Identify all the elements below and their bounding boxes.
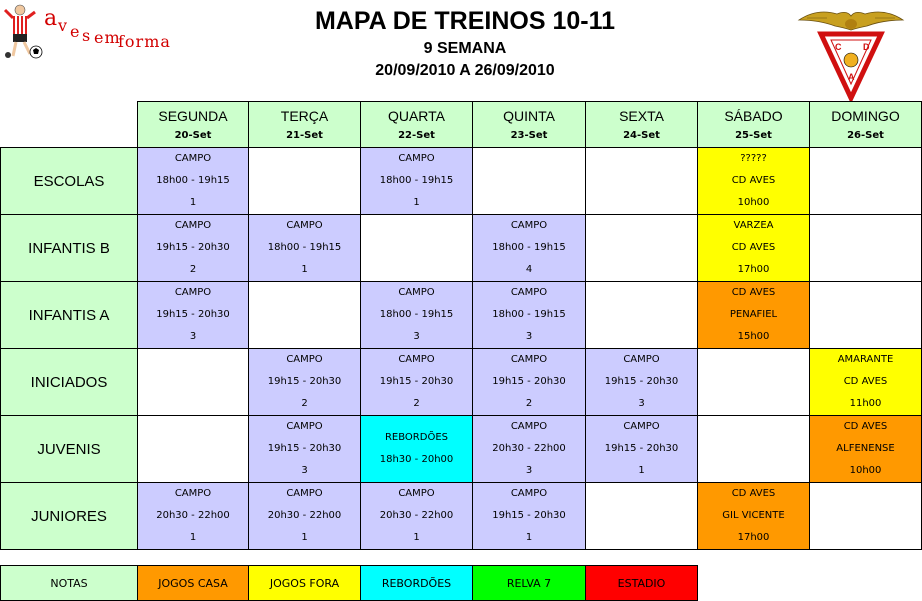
team-name: INFANTIS A [1, 282, 138, 349]
slot-detail: 15h00 [737, 331, 770, 342]
logo-word: forma [118, 32, 171, 51]
slot-time: 18h00 - 19h15 [379, 309, 454, 320]
slot-detail: 2 [413, 398, 420, 409]
training-slot [249, 349, 361, 416]
slot-location: CD AVES [731, 287, 776, 298]
slot-location: CD AVES [843, 421, 888, 432]
training-slot [361, 349, 473, 416]
slot-detail: 4 [525, 264, 533, 275]
header [230, 0, 700, 82]
team-row [1, 148, 922, 215]
day-date: 26-Set [847, 129, 884, 141]
logo-letter: e [70, 22, 81, 41]
slot-location: CAMPO [398, 354, 435, 365]
legend-fora: JOGOS FORA [249, 566, 361, 601]
day-date: 23-Set [510, 129, 548, 141]
slot-location: AMARANTE [837, 354, 894, 365]
slot-detail: 3 [413, 331, 420, 342]
day-header [810, 102, 922, 148]
slot-time: 19h15 - 20h30 [156, 309, 230, 320]
day-name: SEGUNDA [158, 107, 228, 124]
training-slot [138, 215, 249, 282]
empty-slot [586, 148, 698, 215]
slot-location: CD AVES [731, 488, 776, 499]
empty-slot [698, 416, 810, 483]
empty-slot [361, 215, 473, 282]
slot-location: CAMPO [510, 488, 548, 499]
empty-slot [138, 349, 249, 416]
training-slot [249, 215, 361, 282]
slot-location: CAMPO [286, 354, 323, 365]
day-header [361, 102, 473, 148]
training-slot [138, 282, 249, 349]
crest-letter: D [863, 42, 870, 52]
training-slot [138, 148, 249, 215]
slot-location: CAMPO [174, 488, 212, 499]
slot-location: CAMPO [510, 421, 548, 432]
crest-letter: A [848, 72, 855, 82]
training-slot [473, 483, 586, 550]
team-name: JUVENIS [1, 416, 138, 483]
slot-time: 18h00 - 19h15 [156, 175, 230, 186]
week-label: 9 SEMANA [423, 40, 507, 57]
training-slot [810, 416, 922, 483]
slot-detail: 17h00 [737, 532, 770, 543]
slot-time: CD AVES [731, 242, 776, 253]
day-header [698, 102, 810, 148]
slot-detail: 1 [301, 264, 308, 275]
training-slot [473, 282, 586, 349]
training-slot [473, 215, 586, 282]
day-name: DOMINGO [831, 107, 900, 124]
day-name: QUARTA [387, 107, 446, 124]
empty-slot [473, 148, 586, 215]
legend-casa: JOGOS CASA [138, 566, 249, 601]
day-date: 24-Set [623, 129, 660, 141]
slot-location: CAMPO [174, 287, 212, 298]
empty-slot [249, 148, 361, 215]
slot-detail: 1 [189, 197, 197, 208]
slot-location: CAMPO [286, 220, 323, 231]
slot-detail: 1 [413, 532, 420, 543]
slot-time: ALFENENSE [836, 443, 895, 454]
empty-slot [810, 148, 922, 215]
slot-time: 19h15 - 20h30 [604, 376, 679, 387]
team-row [1, 282, 922, 349]
slot-location: CAMPO [623, 354, 660, 365]
slot-time: PENAFIEL [729, 309, 778, 320]
slot-location: CAMPO [510, 354, 548, 365]
slot-location: CAMPO [174, 153, 212, 164]
training-slot [249, 483, 361, 550]
logo-letter: s [82, 26, 92, 45]
slot-time: 18h00 - 19h15 [492, 242, 566, 253]
day-header [249, 102, 361, 148]
team-name: JUNIORES [1, 483, 138, 550]
training-slot [361, 148, 473, 215]
slot-detail: 1 [413, 197, 420, 208]
training-slot [361, 282, 473, 349]
slot-location: CAMPO [623, 421, 660, 432]
training-slot [698, 282, 810, 349]
slot-detail: 11h00 [849, 398, 882, 409]
team-row [1, 349, 922, 416]
team-row [1, 215, 922, 282]
slot-location: REBORDÕES [384, 432, 448, 443]
slot-detail: 1 [638, 465, 645, 476]
day-header [586, 102, 698, 148]
legend-relva: RELVA 7 [473, 566, 586, 601]
slot-location: CAMPO [398, 488, 435, 499]
day-date: 22-Set [398, 129, 435, 141]
day-date: 21-Set [286, 129, 323, 141]
slot-detail: 3 [638, 398, 645, 409]
slot-location: CAMPO [286, 421, 323, 432]
training-slot [249, 416, 361, 483]
training-schedule-table [0, 101, 922, 550]
slot-location: CAMPO [398, 153, 435, 164]
day-name: QUINTA [503, 107, 555, 124]
slot-time: 19h15 - 20h30 [156, 242, 230, 253]
slot-time: GIL VICENTE [722, 510, 785, 521]
slot-time: 19h15 - 20h30 [379, 376, 454, 387]
training-slot [361, 483, 473, 550]
legend-reb: REBORDÕES [361, 566, 473, 601]
slot-detail: 10h00 [737, 197, 770, 208]
slot-time: 18h00 - 19h15 [267, 242, 342, 253]
empty-slot [698, 349, 810, 416]
legend-notas: NOTAS [1, 566, 138, 601]
day-date: 25-Set [735, 129, 772, 141]
slot-detail: 2 [189, 264, 197, 275]
logo-letter: a [44, 6, 59, 31]
slot-detail: 17h00 [737, 264, 770, 275]
slot-time: 19h15 - 20h30 [492, 510, 566, 521]
empty-slot [586, 483, 698, 550]
slot-time: 20h30 - 22h00 [267, 510, 342, 521]
training-slot [473, 416, 586, 483]
empty-slot [810, 215, 922, 282]
date-range: 20/09/2010 A 26/09/2010 [375, 62, 555, 79]
slot-detail: 3 [525, 331, 533, 342]
slot-time: 19h15 - 20h30 [604, 443, 679, 454]
aves-em-forma-logo [0, 0, 172, 62]
training-slot [586, 416, 698, 483]
slot-time: 20h30 - 22h00 [379, 510, 454, 521]
training-slot [473, 349, 586, 416]
slot-location: ????? [740, 153, 767, 164]
day-date: 20-Set [174, 129, 212, 141]
slot-detail: 3 [189, 331, 197, 342]
slot-detail: 2 [301, 398, 308, 409]
slot-time: 20h30 - 22h00 [156, 510, 230, 521]
team-name: INFANTIS B [1, 215, 138, 282]
team-row [1, 416, 922, 483]
empty-slot [810, 282, 922, 349]
training-slot [586, 349, 698, 416]
team-name: ESCOLAS [1, 148, 138, 215]
slot-time: 20h30 - 22h00 [492, 443, 566, 454]
training-slot [698, 215, 810, 282]
legend-row [1, 566, 698, 601]
slot-location: CAMPO [510, 220, 548, 231]
slot-time: CD AVES [843, 376, 888, 387]
player-figure-icon [0, 0, 46, 62]
day-name: SEXTA [619, 107, 664, 124]
empty-slot [586, 282, 698, 349]
slot-time: 19h15 - 20h30 [492, 376, 566, 387]
slot-detail: 10h00 [849, 465, 882, 476]
empty-slot [586, 215, 698, 282]
slot-location: CAMPO [174, 220, 212, 231]
training-slot [810, 349, 922, 416]
training-slot [361, 416, 473, 483]
slot-time: 19h15 - 20h30 [267, 376, 342, 387]
page-title: MAPA DE TREINOS 10-11 [314, 7, 616, 35]
slot-time: 18h00 - 19h15 [379, 175, 454, 186]
day-header [473, 102, 586, 148]
club-crest-icon [797, 6, 905, 102]
day-header [138, 102, 249, 148]
slot-detail: 3 [301, 465, 308, 476]
slot-location: VARZEA [733, 220, 774, 231]
team-name: INICIADOS [1, 349, 138, 416]
legend-est: ESTADIO [586, 566, 698, 601]
slot-location: CAMPO [286, 488, 323, 499]
training-slot [138, 483, 249, 550]
day-name: SÁBADO [724, 107, 783, 124]
logo-letter: v [58, 16, 69, 35]
logo-word: em [94, 28, 121, 47]
slot-time: CD AVES [731, 175, 776, 186]
empty-slot [138, 416, 249, 483]
slot-detail: 3 [525, 465, 533, 476]
slot-location: CAMPO [398, 287, 435, 298]
legend-table [0, 565, 698, 601]
slot-detail: 1 [525, 532, 533, 543]
slot-time: 18h30 - 20h00 [379, 454, 454, 465]
empty-slot [810, 483, 922, 550]
day-header-row [1, 102, 922, 148]
day-name: TERÇA [280, 107, 329, 124]
empty-slot [249, 282, 361, 349]
crest-letter: C [835, 42, 842, 52]
team-row [1, 483, 922, 550]
slot-time: 19h15 - 20h30 [267, 443, 342, 454]
slot-detail: 1 [189, 532, 197, 543]
slot-detail: 2 [525, 398, 533, 409]
slot-location: CAMPO [510, 287, 548, 298]
corner-cell [1, 102, 138, 148]
slot-time: 18h00 - 19h15 [492, 309, 566, 320]
training-slot [698, 483, 810, 550]
slot-detail: 1 [301, 532, 308, 543]
training-slot [698, 148, 810, 215]
